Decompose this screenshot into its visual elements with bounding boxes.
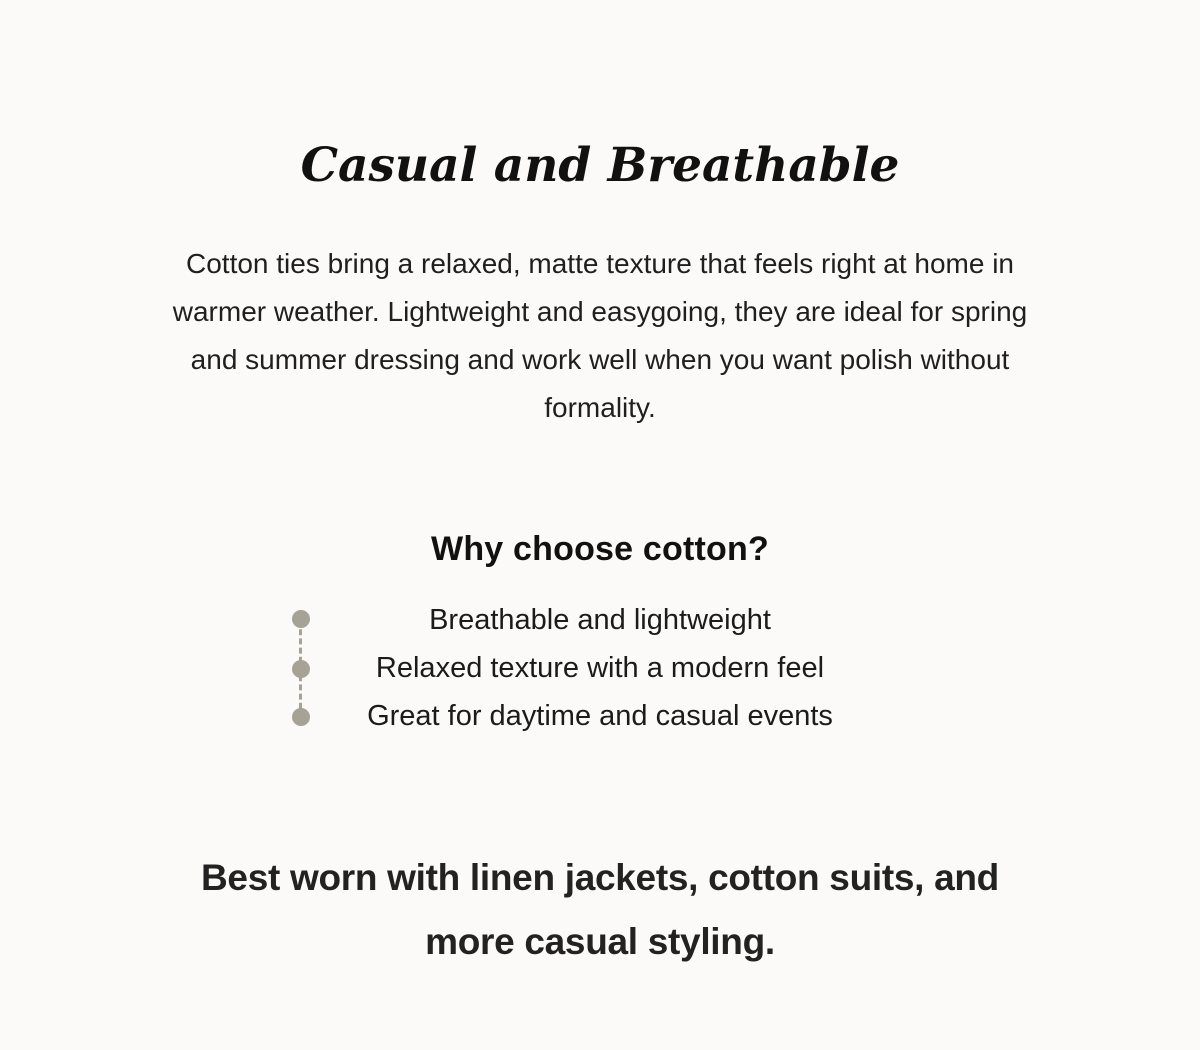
benefit-item: Breathable and lightweight bbox=[429, 604, 771, 636]
benefit-item: Relaxed texture with a modern feel bbox=[375, 652, 825, 684]
styling-recommendation: Best worn with linen jackets, cotton suits, and more casual styling. bbox=[201, 857, 999, 962]
benefits-heading: Why choose cotton? bbox=[431, 530, 769, 568]
benefits-list bbox=[0, 596, 1200, 740]
benefit-item: Great for daytime and casual events bbox=[367, 700, 833, 732]
section-title: Casual and Breathable bbox=[300, 138, 900, 193]
intro-paragraph: Cotton ties bring a relaxed, matte texture that feels right at home in warmer weather. Lightweight and easygoing, they are ideal for spring and summer dressing and work well when you want polish without formality. bbox=[172, 248, 1028, 423]
